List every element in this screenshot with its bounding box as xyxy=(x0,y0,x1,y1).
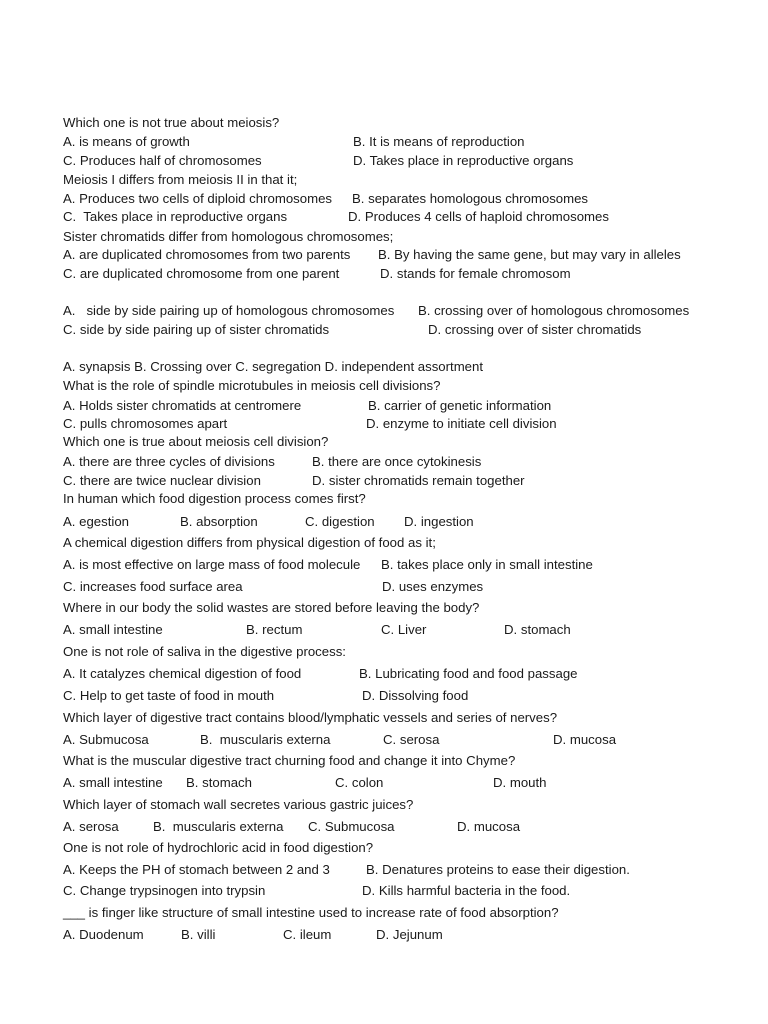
answer-option: D. sister chromatids remain together xyxy=(312,473,525,488)
answer-option: C. ileum xyxy=(283,927,332,942)
question-text: Which layer of digestive tract contains blood/lymphatic vessels and series of nerves? xyxy=(63,710,558,725)
question-text: What is the role of spindle microtubules in meiosis cell divisions? xyxy=(63,378,441,393)
answer-option: D. mouth xyxy=(493,775,547,790)
answer-option: C. Liver xyxy=(381,622,427,637)
question-text: Which layer of stomach wall secretes various gastric juices? xyxy=(63,797,414,812)
answer-option: A. Produces two cells of diploid chromosomes xyxy=(63,191,332,206)
answer-option: D. crossing over of sister chromatids xyxy=(428,322,642,337)
answer-option: B. separates homologous chromosomes xyxy=(352,191,589,206)
answer-option: D. mucosa xyxy=(553,732,617,747)
answer-option: B. By having the same gene, but may vary in alleles xyxy=(378,247,681,262)
answer-option: A. small intestine xyxy=(63,775,163,790)
answer-option: A. serosa xyxy=(63,819,119,834)
answer-option: D. Dissolving food xyxy=(362,688,469,703)
answer-option: C. Takes place in reproductive organs xyxy=(63,209,288,224)
answer-option: B. muscularis externa xyxy=(153,819,284,834)
answer-option: A. Keeps the PH of stomach between 2 and 3 xyxy=(63,862,330,877)
answer-option: A. is means of growth xyxy=(63,134,190,149)
question-text: Which one is true about meiosis cell division? xyxy=(63,434,329,449)
answer-option: C. digestion xyxy=(305,514,375,529)
question-text: In human which food digestion process comes first? xyxy=(63,491,366,506)
answer-option: A. there are three cycles of divisions xyxy=(63,454,275,469)
answer-option: A. side by side pairing up of homologous chromosomes xyxy=(63,303,395,318)
question-text: Sister chromatids differ from homologous chromosomes; xyxy=(63,229,394,244)
answer-option: D. ingestion xyxy=(404,514,474,529)
answer-option: B. It is means of reproduction xyxy=(353,134,525,149)
question-text: Meiosis I differs from meiosis II in that it; xyxy=(63,172,298,187)
answer-option: C. Produces half of chromosomes xyxy=(63,153,262,168)
question-text: What is the muscular digestive tract churning food and change it into Chyme? xyxy=(63,753,516,768)
answer-option: A. small intestine xyxy=(63,622,163,637)
answer-option: A. are duplicated chromosomes from two parents xyxy=(63,247,351,262)
answer-option: A. Duodenum xyxy=(63,927,144,942)
question-text: A chemical digestion differs from physical digestion of food as it; xyxy=(63,535,436,550)
answer-option: C. Submucosa xyxy=(308,819,395,834)
answer-option: A. is most effective on large mass of food molecule xyxy=(63,557,361,572)
answer-option: C. colon xyxy=(335,775,384,790)
answer-option: B. carrier of genetic information xyxy=(368,398,552,413)
answer-option: D. stomach xyxy=(504,622,571,637)
answer-option: A. Submucosa xyxy=(63,732,149,747)
answer-option: B. crossing over of homologous chromosomes xyxy=(418,303,690,318)
answer-option: A. Holds sister chromatids at centromere xyxy=(63,398,302,413)
answer-option: A. It catalyzes chemical digestion of food xyxy=(63,666,302,681)
answer-option: C. serosa xyxy=(383,732,440,747)
answer-option: D. Produces 4 cells of haploid chromosomes xyxy=(348,209,609,224)
answer-option: D. Takes place in reproductive organs xyxy=(353,153,574,168)
answer-option: C. increases food surface area xyxy=(63,579,243,594)
answer-option: D. Kills harmful bacteria in the food. xyxy=(362,883,571,898)
question-text: Which one is not true about meiosis? xyxy=(63,115,280,130)
answer-option: D. Jejunum xyxy=(376,927,443,942)
answer-option: C. are duplicated chromosome from one parent xyxy=(63,266,340,281)
answer-option: B. absorption xyxy=(180,514,258,529)
answer-option: B. Denatures proteins to ease their digestion. xyxy=(366,862,630,877)
answer-option: C. there are twice nuclear division xyxy=(63,473,261,488)
answer-option: B. takes place only in small intestine xyxy=(381,557,593,572)
question-text: One is not role of hydrochloric acid in food digestion? xyxy=(63,840,374,855)
answer-option: A. synapsis B. Crossing over C. segregation D. independent assortment xyxy=(63,359,484,374)
question-text: ___ is finger like structure of small intestine used to increase rate of food absorption? xyxy=(63,905,559,920)
answer-option: B. muscularis externa xyxy=(200,732,331,747)
answer-option: C. Help to get taste of food in mouth xyxy=(63,688,275,703)
answer-option: C. pulls chromosomes apart xyxy=(63,416,228,431)
answer-option: D. uses enzymes xyxy=(382,579,484,594)
answer-option: C. Change trypsinogen into trypsin xyxy=(63,883,266,898)
answer-option: B. rectum xyxy=(246,622,303,637)
answer-option: B. Lubricating food and food passage xyxy=(359,666,578,681)
answer-option: D. mucosa xyxy=(457,819,521,834)
answer-option: C. side by side pairing up of sister chromatids xyxy=(63,322,330,337)
question-text: Where in our body the solid wastes are stored before leaving the body? xyxy=(63,600,480,615)
answer-option: D. enzyme to initiate cell division xyxy=(366,416,557,431)
answer-option: A. egestion xyxy=(63,514,129,529)
answer-option: B. stomach xyxy=(186,775,252,790)
question-text: One is not role of saliva in the digestive process: xyxy=(63,644,346,659)
answer-option: B. villi xyxy=(181,927,216,942)
answer-option: B. there are once cytokinesis xyxy=(312,454,482,469)
answer-option: D. stands for female chromosom xyxy=(380,266,571,281)
